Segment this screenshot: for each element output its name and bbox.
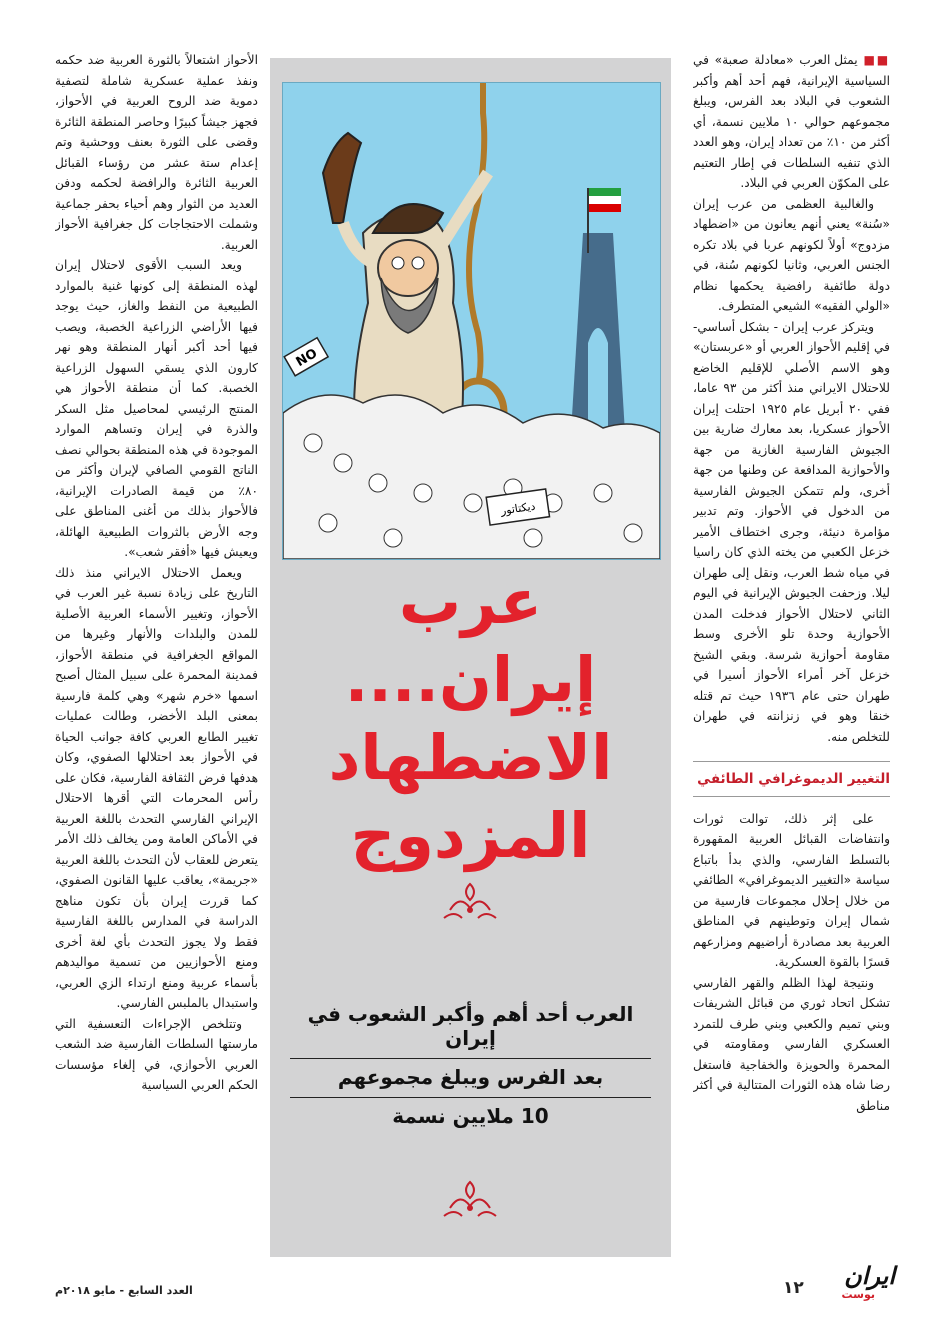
- svg-text:NO: NO: [293, 346, 321, 371]
- lead-marker: ■■: [863, 53, 890, 67]
- pull-quote-line: بعد الفرس ويبلغ مجموعهم: [290, 1059, 651, 1098]
- logo-main-text: ايران: [844, 1262, 895, 1290]
- headline-line-2: الاضطهاد المزدوج: [328, 721, 613, 872]
- article-column-left: [55, 50, 258, 1255]
- article-paragraph: ■■ يمثل العرب «معادلة صعبة» في السياسية الإيرانية، فهم أحد أهم وأكبر الشعوب في البلاد بعد الفرس، ويبلغ مجموعهم حوالي ١٠ ملايين نسمة، أي أكثر من ١٠٪ من تعداد إيران، وهو العدد الذي تنفيه السلطات في إطار التعتيم على المكوّن العربي في البلاد.: [693, 53, 890, 190]
- magazine-logo: [815, 1262, 895, 1302]
- article-paragraph: والغالبية العظمى من عرب إيران «سُنة» يعني أنهم يعانون من «اضطهاد مزدوج» أولاً لكونهم عربا في بلاد تكره الجنس العربي، وثانيا لكونهم سُنة، في دولة طائفية رافضية يحكمها نظام «الولي الفقيه» الشيعي المتطرف.: [693, 196, 890, 313]
- ornament-top-icon: [440, 880, 500, 924]
- issue-info: العدد السابع - مايو ٢٠١٨م: [55, 1284, 193, 1297]
- center-feature-panel: [270, 58, 671, 1257]
- article-paragraph: الأحواز اشتعالاً بالثورة العربية ضد حكمه ونفذ عملية عسكرية شاملة لتصفية دموية ضد الروح العربية في الأحواز، فجهز جيشاً كبيرًا وحاصر المنطقة الثائرة وقضى على الثورة بعنف ووحشية وتم إعدام ستة عشر من رؤساء القبائل العربية الثائرة والرافضة لحكمه ودفن العديد من الثوار وهم أحياء بحفر جماعية وشملت الاحتجاجات كل جغرافية الأحواز العربية.: [55, 53, 258, 252]
- cartoon-illustration: [283, 83, 660, 559]
- article-paragraph: ونتيجة لهذا الظلم والقهر الفارسي تشكل اتحاد ثوري من قبائل الشريفات وبني تميم والكعبي وبني طرف للتمرد العسكري الفارسي ومقاومته في المحمرة والحويزة والخفاجية فاستغل رضا شاه هذه الثورات المتتالية في أكثر مناطق: [693, 975, 890, 1113]
- article-paragraph: ويعد السبب الأقوى لاحتلال إيران لهذه المنطقة إلى كونها غنية بالموارد الطبيعية من النفط والغاز، حيث يوجد فيها الأراضي الزراعية الخصبة، ويصب فيها أحد أكبر أنهار المنطقة وهو نهر كارون الذي يسقي السهول الزراعية الخصبة. كما أن منطقة الأحواز هي المنتج الرئيسي لمحاصيل مثل السكر والذرة في إيران وتساهم الموارد الموجودة في هذه المنطقة بحوالي نصف الناتج القومي الصافي لإيران وأكثر من ٨٠٪ من قيمة الصادرات الإيرانية، فالأحواز بذلك من أغنى المناطق على وجه الأرض بالثروات الطبيعية الهائلة، ويعيش فيها «أفقر شعب».: [55, 258, 258, 559]
- pull-quote-line: العرب أحد أهم وأكبر الشعوب في إيران: [290, 996, 651, 1059]
- pull-quote-line: 10 ملايين نسمة: [392, 1104, 549, 1128]
- pull-quote: [290, 996, 651, 1136]
- article-paragraph: وتتلخص الإجراءات التعسفية التي مارستها السلطات الفارسية ضد الشعب العربي الأحوازي، في إلغاء مؤسسات الحكم العربي السياسية: [55, 1016, 258, 1092]
- page-number: ١٢: [783, 1278, 804, 1298]
- article-paragraph: ويتركز عرب إيران - بشكل أساسي- في إقليم الأحواز العربي أو «عربستان» وهو الاسم الأصلي للإقليم الخاضع للاحتلال الايراني منذ أكثر من ٩٣ عاما، ففي ٢٠ أبريل عام ١٩٢٥ احتلت إيران الأحواز عسكريا، بعد معارك ضارية بين الجيوش الفارسية الغازية من جهة والأحوازية المدافعة عن وطنها من جهة أخرى، ولم تتمكن الجيوش الفارسية من الدخول في الأحواز. وتم تدبير مؤامرة دنيئة، وجرى اختطاف الأمير خزعل الكعبي من يخته الذي كان راسيا في مياه شط العرب، ونقل إلى طهران ليلا. وزحفت الجيوش الإيرانية في اليوم الثاني لاحتلال الأحواز فدخلت المدن الأحوازية وحدة تلو الأخرى وسط مقاومة أحوازية شرسة. وبقي الشيخ خزعل آخر أمراء الأحواز أسيرا في طهران حتى عام ١٩٣٦ حيث تم قتله خنقا وهو في زنزانته في طهران للتخلص منه.: [693, 319, 890, 744]
- logo-sub-text: بوست: [841, 1288, 875, 1301]
- article-paragraph: ويعمل الاحتلال الايراني منذ ذلك التاريخ على زيادة نسبة غير العرب في الأحواز، وتغيير الأسماء العربية الأصلية للمدن والبلدات والأنهار وغيرها من المواقع الجغرافية في منطقة الأحواز، فمدينة المحمرة على سبيل المثال أصبح اسمها «خرم شهر» وهي كلمة فارسية بمعنى البلد الأخضر، وطالت عمليات تغيير الطابع العربي كافة جوانب الحياة في الأحواز بعد احتلالها الصفوي، وكان هدفها فرض الثقافة الفارسية، فكان على رأس المحرمات التي أقرها الاحتلال الإيراني الفارسي التحدث باللغة العربية في الأماكن العامة ومن يخالف ذلك الأمر يتعرض للعقاب لأن التحدث باللغة العربية «جريمة»، يعاقب عليها القانون الصفوي، كما قررت إيران بأن تكون مناهج الدراسة في المدارس باللغة الفارسية فقط ولا يجوز التحدث بأي لغة أخرى ومنع الأحوازيين من تسمية مواليدهم بأسماء عربية ومنع ارتداء الزي العربي، واستبدال بالملبس الفارسي.: [55, 565, 258, 1010]
- article-column-right: [693, 50, 890, 1260]
- article-headline: [270, 563, 671, 875]
- article-paragraph: على إثر ذلك، توالت ثورات وانتفاضات القبائل العربية المقهورة بالتسلط الفارسي، والذي بدأ باتباع سياسة «التغيير الديموغرافي» الطائفي من خلال إحلال مجموعات فارسية من شمال إيران وتوطينهم في المناطق العربية بعد مصادرة أراضيهم ومزارعهم قسرًا بالقوة العسكرية.: [693, 811, 890, 969]
- political-cartoon: [282, 82, 661, 560]
- ornament-bottom-icon: [440, 1178, 500, 1222]
- section-subheading: التغيير الديموغرافي الطائفي: [693, 761, 890, 797]
- svg-text:ديكتاتور: ديكتاتور: [499, 499, 537, 518]
- headline-line-1: عرب إيران....: [344, 565, 597, 716]
